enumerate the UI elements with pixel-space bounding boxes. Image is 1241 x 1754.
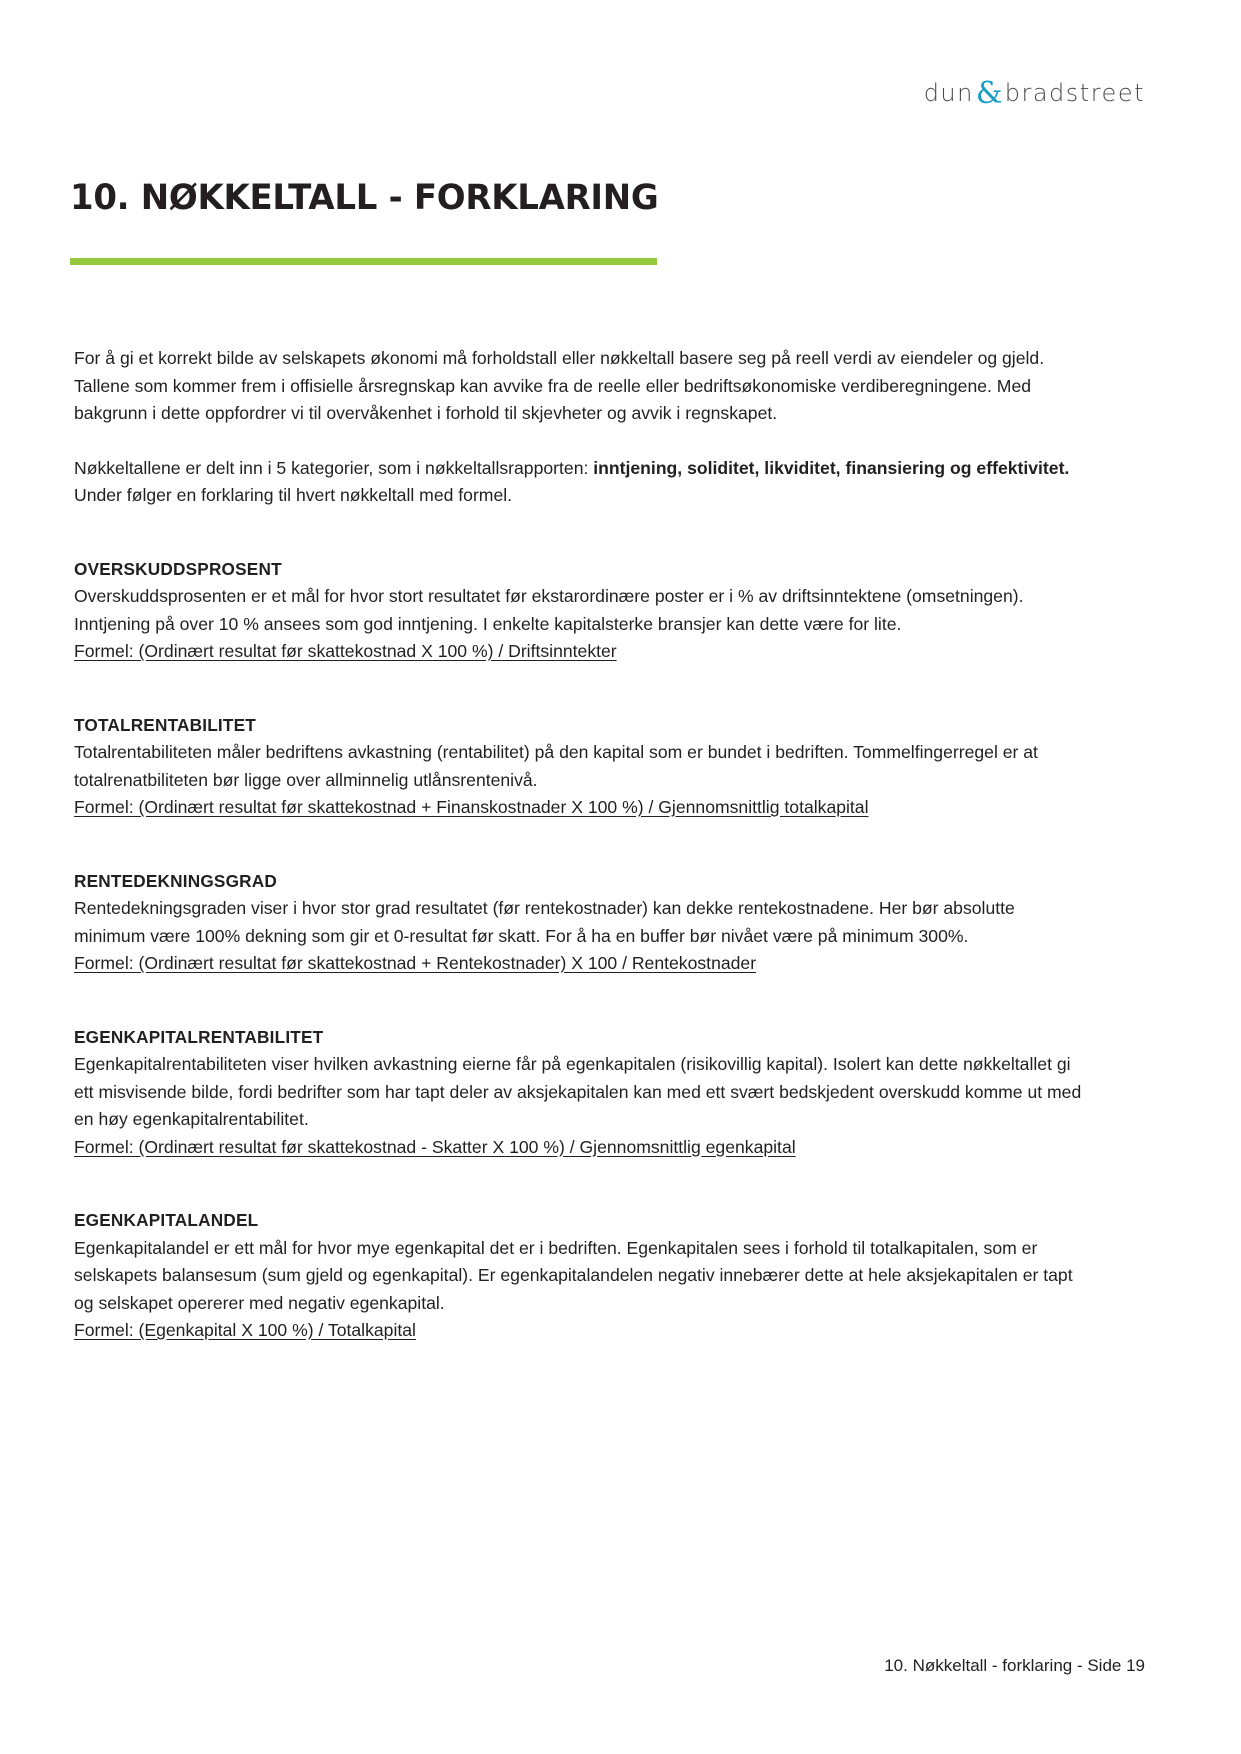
title-underline-rule	[70, 258, 657, 265]
section-totalrentabilitet	[74, 712, 1089, 822]
section-heading: OVERSKUDDSPROSENT	[74, 558, 282, 579]
logo-word-bradstreet: bradstreet	[1004, 79, 1145, 107]
section-formula: Formel: (Ordinært resultat før skattekostnad + Finanskostnader X 100 %) / Gjennomsnittlig totalkapital	[74, 797, 869, 817]
intro-paragraph-2	[74, 455, 1089, 510]
section-heading: RENTEDEKNINGSGRAD	[74, 870, 277, 891]
section-overskuddsprosent	[74, 556, 1089, 666]
intro-paragraph-1: For å gi et korrekt bilde av selskapets økonomi må forholdstall eller nøkkeltall basere seg på reell verdi av eiendeler og gjeld. Tallene som kommer frem i offisielle årsregnskap kan avvike fra de reelle eller bedriftsøkonomiske verdiberegningene. Med bakgrunn i dette oppfordrer vi til overvåkenhet i forhold til skjevheter og avvik i regnskapet.	[74, 348, 1045, 423]
section-formula: Formel: (Egenkapital X 100 %) / Totalkapital	[74, 1320, 416, 1340]
page-footer: 10. Nøkkeltall - forklaring - Side 19	[884, 1656, 1145, 1675]
section-egenkapitalandel	[74, 1207, 1089, 1345]
section-body: Overskuddsprosenten er et mål for hvor stort resultatet før ekstarordinære poster er i % av driftsinntektene (omsetningen). Inntjening på over 10 % ansees som god inntjening. I enkelte kapitalsterke bransjer kan dette være for lite.	[74, 586, 1024, 634]
intro-paragraph-2-tail: Under følger en forklaring til hvert nøkkeltall med formel.	[74, 485, 513, 505]
logo-ampersand-icon: &	[975, 76, 1004, 111]
page-title: 10. NØKKELTALL - FORKLARING	[70, 178, 659, 218]
section-body: Totalrentabiliteten måler bedriftens avkastning (rentabilitet) på den kapital som er bundet i bedriften. Tommelfingerregel er at totalrenatbiliteten bør ligge over allminnelig utlånsrentenivå.	[74, 742, 1038, 790]
logo-word-dun: dun	[923, 79, 974, 107]
document-body	[74, 345, 1089, 1345]
section-egenkapitalrentabilitet	[74, 1024, 1089, 1162]
section-formula: Formel: (Ordinært resultat før skattekostnad + Rentekostnader) X 100 / Rentekostnader	[74, 953, 757, 973]
intro-paragraph-2-lead: Nøkkeltallene er delt inn i 5 kategorier, som i nøkkeltallsrapporten:	[74, 457, 594, 478]
section-body: Egenkapitalandel er ett mål for hvor mye egenkapital det er i bedriften. Egenkapitalen sees i forhold til totalkapitalen, som er selskapets balansesum (sum gjeld og egenkapital). Er egenkapitalandelen negativ innebærer dette at hele aksjekapitalen er tapt og selskapet opererer med negativ egenkapital.	[74, 1237, 1073, 1313]
section-rentedekningsgrad	[74, 868, 1089, 978]
section-formula: Formel: (Ordinært resultat før skattekostnad X 100 %) / Driftsinntekter	[74, 641, 617, 661]
section-heading: EGENKAPITALANDEL	[74, 1210, 259, 1230]
section-heading: TOTALRENTABILITET	[74, 714, 256, 735]
section-heading: EGENKAPITALRENTABILITET	[74, 1026, 324, 1047]
section-formula: Formel: (Ordinært resultat før skattekostnad - Skatter X 100 %) / Gjennomsnittlig egenkapital	[74, 1136, 796, 1157]
section-body: Egenkapitalrentabiliteten viser hvilken avkastning eierne får på egenkapitalen (risikovillig kapital). Isolert kan dette nøkkeltallet gi ett misvisende bilde, fordi bedrifter som har tapt deler av aksjekapitalen kan med ett svært bedskjedent overskudd komme ut med en høy egenkapitalrentabilitet.	[74, 1054, 1082, 1129]
section-body: Rentedekningsgraden viser i hvor stor grad resultatet (før rentekostnader) kan dekke rentekostnadene. Her bør absolutte minimum være 100% dekning som gir et 0-resultat før skatt. For å ha en buffer bør nivået være på minimum 300%.	[74, 898, 1015, 946]
dun-bradstreet-logo	[923, 76, 1145, 111]
intro-paragraph-2-categories: inntjening, soliditet, likviditet, finansiering og effektivitet.	[593, 457, 1070, 478]
